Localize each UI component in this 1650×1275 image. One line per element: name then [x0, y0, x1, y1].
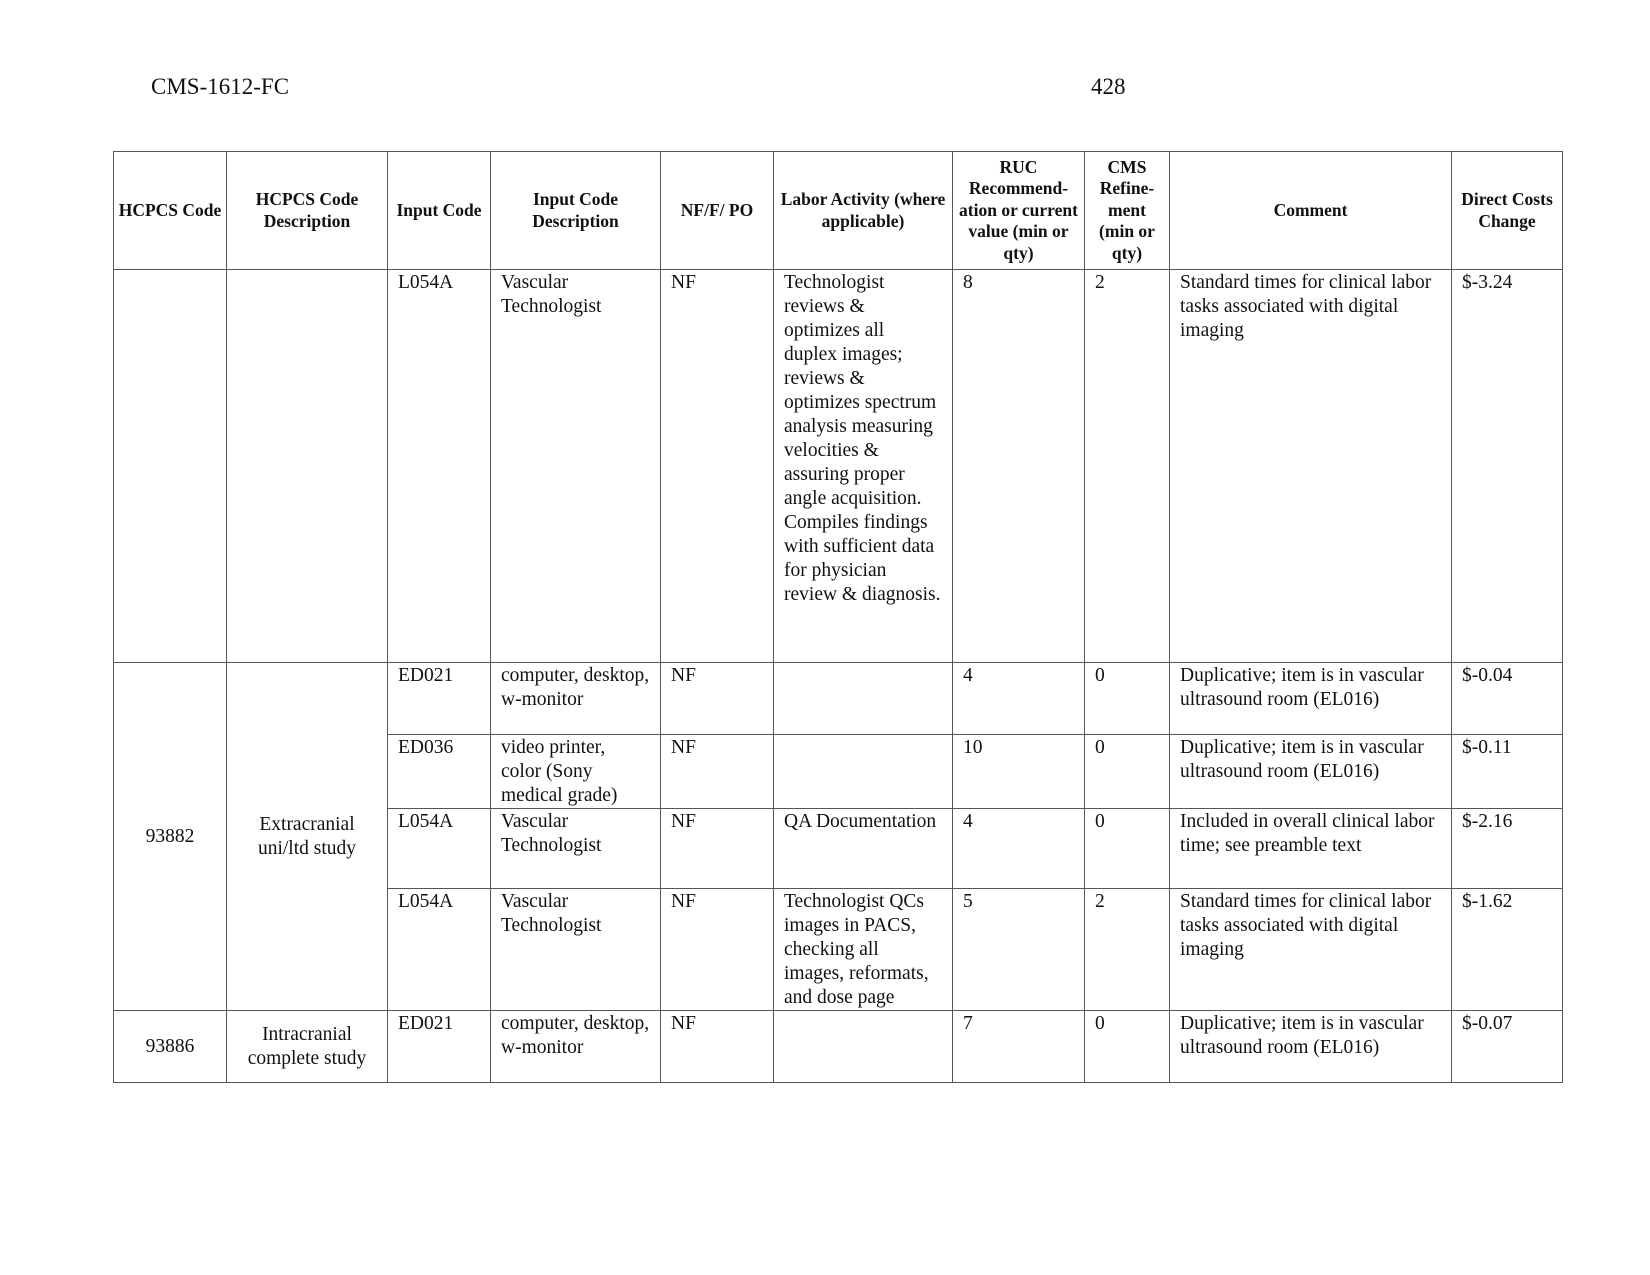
column-header: Labor Activity (where applicable): [774, 152, 953, 270]
direct-costs-change-cell: $-0.04: [1452, 663, 1563, 735]
nf-cell: NF: [661, 270, 774, 663]
input-description-cell: Vascular Technologist: [491, 889, 661, 1011]
cms-refinement-cell: 2: [1085, 889, 1170, 1011]
cms-refinement-cell: 0: [1085, 735, 1170, 809]
table-row: [114, 1011, 1563, 1083]
input-description-cell: Vascular Technologist: [491, 809, 661, 889]
cms-refinement-cell: 0: [1085, 809, 1170, 889]
document-id: CMS-1612-FC: [151, 74, 290, 99]
column-header: Comment: [1170, 152, 1452, 270]
labor-activity-cell: [774, 735, 953, 809]
hcpcs-code-cell: [114, 270, 227, 663]
comment-cell: Duplicative; item is in vascular ultrasound room (EL016): [1170, 1011, 1452, 1083]
direct-costs-change-cell: $-3.24: [1452, 270, 1563, 663]
column-header: Input Code: [388, 152, 491, 270]
ruc-value-cell: 10: [953, 735, 1085, 809]
input-code-cell: L054A: [388, 270, 491, 663]
input-code-cell: L054A: [388, 889, 491, 1011]
labor-activity-cell: QA Documentation: [774, 809, 953, 889]
comment-cell: Standard times for clinical labor tasks associated with digital imaging: [1170, 889, 1452, 1011]
column-header: RUC Recommend-ation or current value (min or qty): [953, 152, 1085, 270]
input-code-cell: ED036: [388, 735, 491, 809]
direct-costs-table: [113, 151, 1563, 1083]
ruc-value-cell: 7: [953, 1011, 1085, 1083]
ruc-value-cell: 8: [953, 270, 1085, 663]
ruc-value-cell: 4: [953, 809, 1085, 889]
column-header: HCPCS Code Description: [227, 152, 388, 270]
column-header: Input Code Description: [491, 152, 661, 270]
page-header: [151, 74, 1131, 106]
direct-costs-change-cell: $-1.62: [1452, 889, 1563, 1011]
direct-costs-change-cell: $-0.07: [1452, 1011, 1563, 1083]
input-code-cell: ED021: [388, 663, 491, 735]
labor-activity-cell: [774, 1011, 953, 1083]
direct-costs-change-cell: $-0.11: [1452, 735, 1563, 809]
input-description-cell: Vascular Technologist: [491, 270, 661, 663]
ruc-value-cell: 5: [953, 889, 1085, 1011]
nf-cell: NF: [661, 1011, 774, 1083]
table-header-row: [114, 152, 1563, 270]
cms-refinement-cell: 2: [1085, 270, 1170, 663]
direct-costs-change-cell: $-2.16: [1452, 809, 1563, 889]
labor-activity-cell: Technologist QCs images in PACS, checking all images, reformats, and dose page: [774, 889, 953, 1011]
labor-activity-cell: Technologist reviews & optimizes all duplex images; reviews & optimizes spectrum analysis measuring velocities & assuring proper angle acquisition. Compiles findings with sufficient data for physician review & diagnosis.: [774, 270, 953, 663]
table-row: [114, 270, 1563, 663]
hcpcs-description-cell: Extracranial uni/ltd study: [227, 663, 388, 1011]
comment-cell: Duplicative; item is in vascular ultrasound room (EL016): [1170, 735, 1452, 809]
nf-cell: NF: [661, 809, 774, 889]
nf-cell: NF: [661, 735, 774, 809]
hcpcs-code-cell: 93886: [114, 1011, 227, 1083]
hcpcs-code-cell: 93882: [114, 663, 227, 1011]
page-number: 428: [1091, 74, 1126, 99]
input-code-cell: L054A: [388, 809, 491, 889]
column-header: CMS Refine-ment (min or qty): [1085, 152, 1170, 270]
labor-activity-cell: [774, 663, 953, 735]
input-description-cell: video printer, color (Sony medical grade): [491, 735, 661, 809]
column-header: Direct Costs Change: [1452, 152, 1563, 270]
nf-cell: NF: [661, 889, 774, 1011]
input-description-cell: computer, desktop, w-monitor: [491, 1011, 661, 1083]
table-row: [114, 663, 1563, 735]
comment-cell: Standard times for clinical labor tasks associated with digital imaging: [1170, 270, 1452, 663]
input-description-cell: computer, desktop, w-monitor: [491, 663, 661, 735]
hcpcs-description-cell: [227, 270, 388, 663]
cms-refinement-cell: 0: [1085, 663, 1170, 735]
input-code-cell: ED021: [388, 1011, 491, 1083]
column-header: HCPCS Code: [114, 152, 227, 270]
comment-cell: Duplicative; item is in vascular ultrasound room (EL016): [1170, 663, 1452, 735]
cms-refinement-cell: 0: [1085, 1011, 1170, 1083]
nf-cell: NF: [661, 663, 774, 735]
comment-cell: Included in overall clinical labor time; see preamble text: [1170, 809, 1452, 889]
ruc-value-cell: 4: [953, 663, 1085, 735]
column-header: NF/F/ PO: [661, 152, 774, 270]
hcpcs-description-cell: Intracranial complete study: [227, 1011, 388, 1083]
